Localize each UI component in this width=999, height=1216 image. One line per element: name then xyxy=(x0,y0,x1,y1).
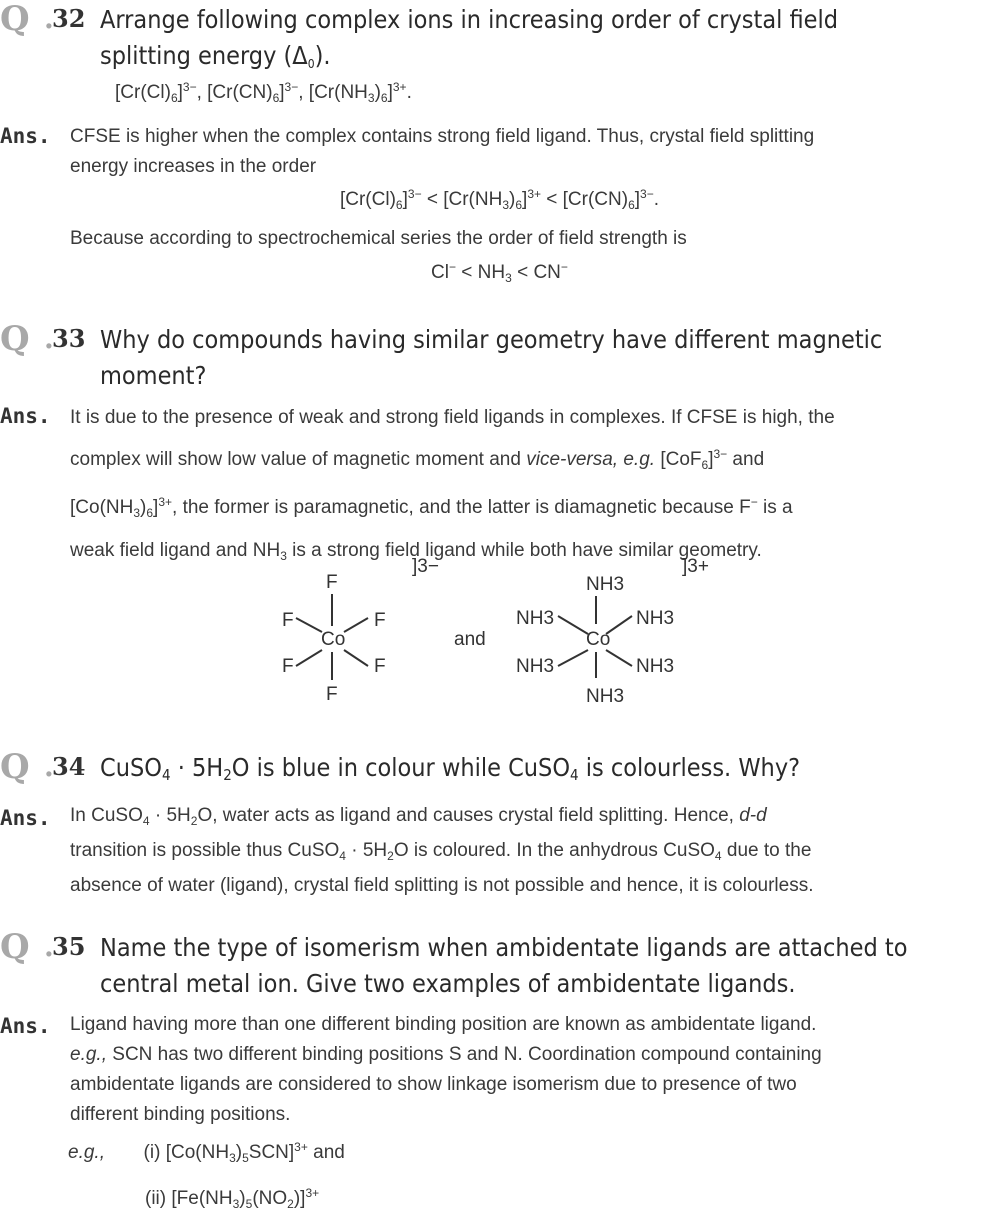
question-line: moment? xyxy=(100,361,207,390)
question-line: Name the type of isomerism when ambidentate ligands are attached to xyxy=(100,933,908,962)
question-dot: . xyxy=(44,750,54,783)
answer-line: It is due to the presence of weak and strong field ligands in complexes. If CFSE is high, the xyxy=(70,407,835,428)
answer-line: transition is possible thus CuSO$_4$ · $5H_2O$ is coloured. In the anhydrous CuSO$_4$ due to the xyxy=(70,840,812,863)
answer-label: Ans. xyxy=(0,806,51,830)
ligand-nh3-lower-right: NH3 xyxy=(636,656,675,677)
example-2: (ii) $[Fe(NH_3)_5(NO_2)]^{3+}$ xyxy=(145,1186,320,1211)
ligand-nh3-lower-left: NH3 xyxy=(516,656,555,677)
example-1: e.g., (i) $[Co(NH_3)_5SCN]^{3+}$ and xyxy=(68,1140,345,1165)
ligand-f-upper-left: F xyxy=(282,610,294,631)
ligand-f-bottom: F xyxy=(326,684,338,705)
question-dot: . xyxy=(44,930,54,963)
question-line: central metal ion. Give two examples of ambidentate ligands. xyxy=(100,969,796,998)
answer-33-text xyxy=(70,399,998,575)
question-33-header xyxy=(0,319,100,359)
answer-35-text xyxy=(70,1010,998,1130)
question-33-text xyxy=(100,322,996,394)
ligand-nh3-upper-left: NH3 xyxy=(516,608,555,629)
answer-34-text xyxy=(70,801,998,901)
question-number: 32 xyxy=(52,4,86,33)
question-number: 33 xyxy=(52,324,86,353)
question-35-text xyxy=(100,930,996,1002)
answer-line: absence of water (ligand), crystal field splitting is not possible and hence, it is colourless. xyxy=(70,875,814,896)
question-number: 35 xyxy=(52,932,86,961)
answer-line: different binding positions. xyxy=(70,1104,291,1125)
ligand-nh3-bottom: NH3 xyxy=(586,686,625,707)
conh3-structure xyxy=(516,556,709,707)
question-letter: Q xyxy=(0,0,30,39)
answer-line: e.g., SCN has two different binding positions S and N. Coordination compound containing xyxy=(70,1044,822,1065)
answer-line: Ligand having more than one different binding position are known as ambidentate ligand. xyxy=(70,1014,817,1035)
question-32-header xyxy=(0,0,100,39)
answer-label: Ans. xyxy=(0,124,51,148)
question-dot: . xyxy=(44,2,54,35)
question-line: splitting energy $(\Delta_0)$. xyxy=(100,41,331,71)
question-35-header xyxy=(0,927,100,967)
question-line: Arrange following complex ions in increasing order of crystal field xyxy=(100,5,839,34)
answer-line: complex will show low value of magnetic moment and vice-versa, e.g. $[CoF_6]^{3-}$ and xyxy=(70,447,765,472)
ligand-f-lower-right: F xyxy=(374,656,386,677)
ligand-nh3-upper-right: NH3 xyxy=(636,608,675,629)
complex2-charge: ]3+ xyxy=(682,556,709,577)
answer-line: Because according to spectrochemical series the order of field strength is xyxy=(70,228,687,249)
ligand-f-upper-right: F xyxy=(374,610,386,631)
question-letter: Q xyxy=(0,319,30,359)
metal-center: Co xyxy=(586,629,611,650)
ligand-f-lower-left: F xyxy=(282,656,294,677)
question-34-text: CuSO$_4$ · $5H_2O$ is blue in colour while CuSO$_4$ is colourless. Why? xyxy=(100,753,801,784)
question-34-header xyxy=(0,747,100,787)
answer-line: In CuSO$_4$ · $5H_2O$, water acts as ligand and causes crystal field splitting. Hence, d-d xyxy=(70,805,767,828)
answer-32-text xyxy=(70,122,998,182)
ions-line: $[Cr(Cl)_6]^{3-}$, $[Cr(CN)_6]^{3-}$, $[Cr(NH_3)_6]^{3+}$. xyxy=(115,80,412,105)
and-word: and xyxy=(454,629,486,650)
answer-line: ambidentate ligands are considered to show linkage isomerism due to presence of two xyxy=(70,1074,797,1095)
answer-line: weak field ligand and $NH_3$ is a strong field ligand while both have similar geometry. xyxy=(70,540,762,563)
question-letter: Q xyxy=(0,747,30,787)
question-number: 34 xyxy=(52,752,86,781)
answer-line: energy increases in the order xyxy=(70,156,317,177)
answer-label: Ans. xyxy=(0,404,51,428)
answer-line: CFSE is higher when the complex contains strong field ligand. Thus, crystal field splitting xyxy=(70,126,815,147)
question-dot: . xyxy=(44,322,54,355)
octahedral-complex-diagram xyxy=(270,550,730,710)
ligand-f-top: F xyxy=(326,572,338,593)
answer-line: $[Co(NH_3)_6]^{3+}$, the former is paramagnetic, and the latter is diamagnetic because F− is a xyxy=(70,495,793,520)
metal-center: Co xyxy=(321,629,346,650)
cof6-structure xyxy=(282,556,439,705)
order-line: $[Cr(Cl)_6]^{3-} < [Cr(NH_3)_6]^{3+} < [Cr(CN)_6]^{3-}$. xyxy=(339,187,660,212)
ligand-nh3-top: NH3 xyxy=(586,574,625,595)
question-letter: Q xyxy=(0,927,30,967)
answer-label: Ans. xyxy=(0,1014,51,1038)
question-32-text xyxy=(100,2,996,82)
series-line: $Cl^- < NH_3 < CN^-$ xyxy=(431,260,568,285)
question-line: Why do compounds having similar geometry have different magnetic xyxy=(100,325,883,354)
complex1-charge: ]3− xyxy=(412,556,439,577)
